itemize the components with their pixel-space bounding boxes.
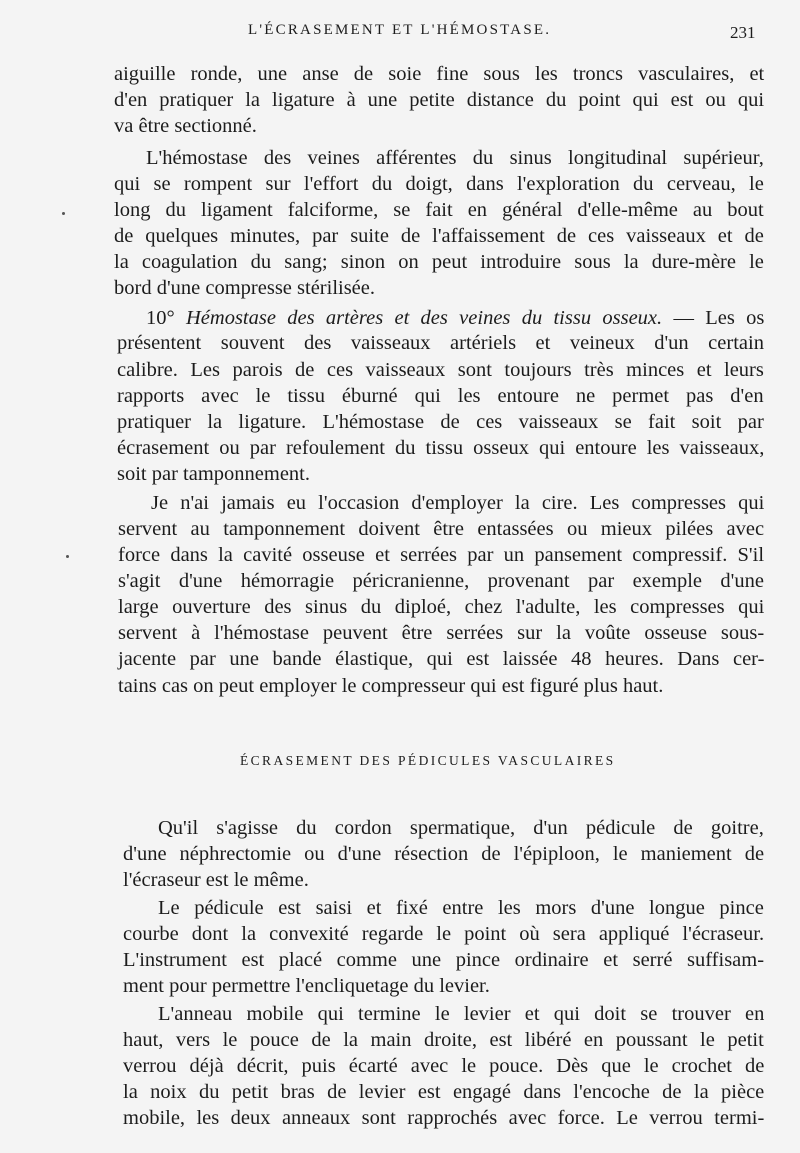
text-line: Qu'il s'agisse du cordon spermatique, d'un pédicule de goitre, <box>158 817 764 839</box>
running-head <box>0 22 800 48</box>
text-line: présentent souvent des vaisseaux artériels et veineux d'un certain <box>117 332 764 354</box>
text-line: écrasement ou par refoulement du tissu osseux qui entoure les vaisseaux, <box>117 437 765 459</box>
text-line: rapports avec le tissu éburné qui les entoure ne permet pas d'en <box>117 385 764 407</box>
text-line: Le pédicule est saisi et fixé entre les mors d'une longue pince <box>158 897 764 919</box>
text-line: long du ligament falciforme, se fait en général d'elle-même au bout <box>114 199 764 221</box>
page-number: 231 <box>730 23 756 42</box>
text-line: pratiquer la ligature. L'hémostase de ces vaisseaux se fait soit par <box>117 411 764 433</box>
text-line: d'en pratiquer la ligature à une petite distance du point qui est ou qui <box>114 89 765 111</box>
text-line: soit par tamponnement. <box>117 463 310 485</box>
text-line: la coagulation du sang; sinon on peut introduire sous la dure-mère le <box>114 251 764 273</box>
text-line: verrou déjà décrit, puis écarté avec le pouce. Dès que le crochet de <box>123 1055 765 1077</box>
text-line: force dans la cavité osseuse et serrées par un pansement compressif. S'il <box>118 544 765 566</box>
section-heading: ÉCRASEMENT DES PÉDICULES VASCULAIRES <box>240 753 616 768</box>
text-line: courbe dont la convexité regarde le point où sera appliqué l'écraseur. <box>123 923 765 945</box>
text-line: Je n'ai jamais eu l'occasion d'employer la cire. Les compresses qui <box>151 492 765 514</box>
text-line: haut, vers le pouce de la main droite, est libéré en poussant le petit <box>123 1029 764 1051</box>
text-line: s'agit d'une hémorragie péricranienne, provenant par exemple d'une <box>118 570 764 592</box>
subsection-title: Hémostase des artères et des veines du tissu osseux. <box>186 307 663 329</box>
text-line: de quelques minutes, par suite de l'affaissement de ces vaisseaux et de <box>114 225 764 247</box>
text-line: mobile, les deux anneaux sont rapprochés avec force. Le verrou termi- <box>123 1107 765 1129</box>
text-line: va être sectionné. <box>114 115 257 137</box>
text-line: bord d'une compresse stérilisée. <box>114 277 376 299</box>
running-head-title: L'ÉCRASEMENT ET L'HÉMOSTASE. <box>248 22 552 38</box>
text-line: qui se rompent sur l'effort du doigt, dans l'exploration du cerveau, le <box>114 173 764 195</box>
text-line: large ouverture des sinus du diploé, chez l'adulte, les compresses qui <box>118 596 765 618</box>
text-line: L'anneau mobile qui termine le levier et qui doit se trouver en <box>158 1003 765 1025</box>
text-line: L'instrument est placé comme une pince ordinaire et serré suffisam- <box>123 949 765 971</box>
text-line: servent au tamponnement doivent être entassées ou mieux pilées avec <box>118 518 765 540</box>
text-line: la noix du petit bras de levier est engagé dans l'encoche de la pièce <box>123 1081 765 1103</box>
text-line: aiguille ronde, une anse de soie fine sous les troncs vasculaires, et <box>114 63 765 85</box>
text-line: tains cas on peut employer le compresseur qui est figuré plus haut. <box>118 675 664 697</box>
text-line: d'une néphrectomie ou d'une résection de l'épiploon, le maniement de <box>123 843 765 865</box>
subsection-line: 10° Hémostase des artères et des veines du tissu osseux. — Les os <box>146 307 765 329</box>
scan-speck <box>66 555 69 558</box>
text-line: ment pour permettre l'encliquetage du levier. <box>123 975 490 997</box>
text-line: L'hémostase des veines afférentes du sinus longitudinal supérieur, <box>146 147 764 169</box>
text-line: servent à l'hémostase peuvent être serrées sur la voûte osseuse sous- <box>118 622 765 644</box>
text-line: jacente par une bande élastique, qui est laissée 48 heures. Dans cer- <box>118 648 765 670</box>
text-line: l'écraseur est le même. <box>123 869 309 891</box>
scan-speck <box>62 212 65 215</box>
text-line: calibre. Les parois de ces vaisseaux sont toujours très minces et leurs <box>117 359 764 381</box>
